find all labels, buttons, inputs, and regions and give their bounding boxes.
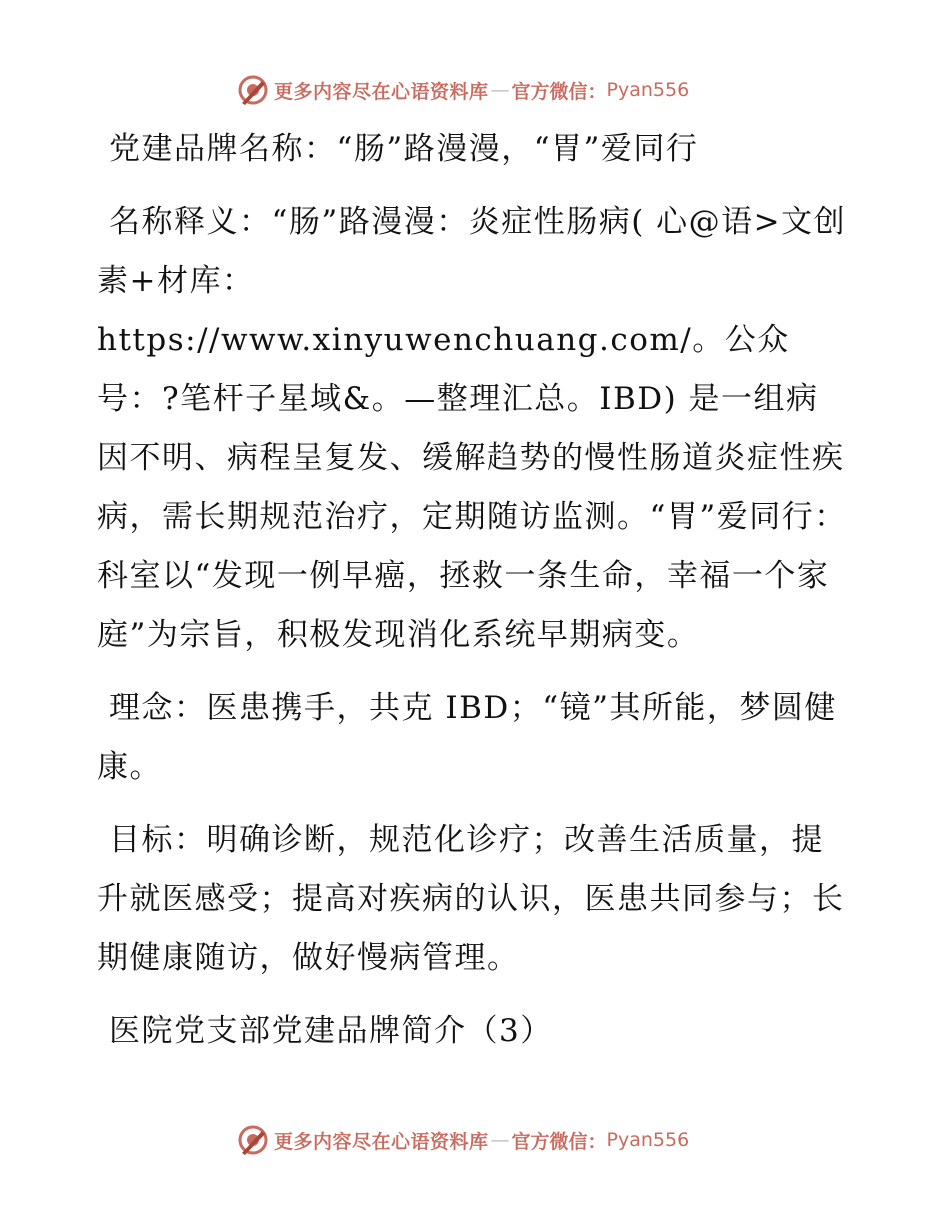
banner-wechat-id: Pyan556 [606, 79, 690, 101]
banner-wechat-id: Pyan556 [606, 1129, 690, 1151]
footer-watermark-banner [236, 1122, 716, 1158]
seal-logo-icon [236, 1123, 270, 1157]
brand-title: 党建品牌名称：“肠”路漫漫，“胃”爱同行 [109, 131, 699, 167]
section-heading: 医院党支部党建品牌简介（3） [109, 1013, 553, 1049]
banner-text: 更多内容尽在心语资料库 [274, 80, 489, 103]
goals-paragraph: 目标：明确诊断，规范化诊疗；改善生活质量，提升就医感受；提高对疾病的认识，医患共同参与；长期健康随访，做好慢病管理。 [97, 822, 845, 976]
header-watermark-banner [236, 72, 716, 108]
name-explanation-paragraph: 名称释义：“肠”路漫漫：炎症性肠病( 心@语>文创素+材库：https://www.xinyuwenchuang.com/。公众号：?笔杆子星域&。—整理汇总。IBD) 是一组病因不明、病程呈复发、缓解趋势的慢性肠道炎症性疾病，需长期规范治疗，定期随访监测。“胃”爱同行：科室以“发现一例早癌，拯救一条生命，幸福一个家庭”为宗旨，积极发现消化系统早期病变。 [97, 204, 847, 653]
banner-dash: — [490, 79, 510, 101]
banner-text: 更多内容尽在心语资料库 [274, 1130, 489, 1153]
banner-wechat-label: 官方微信： [511, 1130, 607, 1153]
philosophy-paragraph: 理念：医患携手，共克 IBD；“镜”其所能，梦圆健康。 [97, 690, 837, 785]
document-body [97, 118, 849, 1061]
banner-wechat-label: 官方微信： [511, 80, 607, 103]
seal-logo-icon [236, 73, 270, 107]
banner-dash: — [490, 1129, 510, 1151]
